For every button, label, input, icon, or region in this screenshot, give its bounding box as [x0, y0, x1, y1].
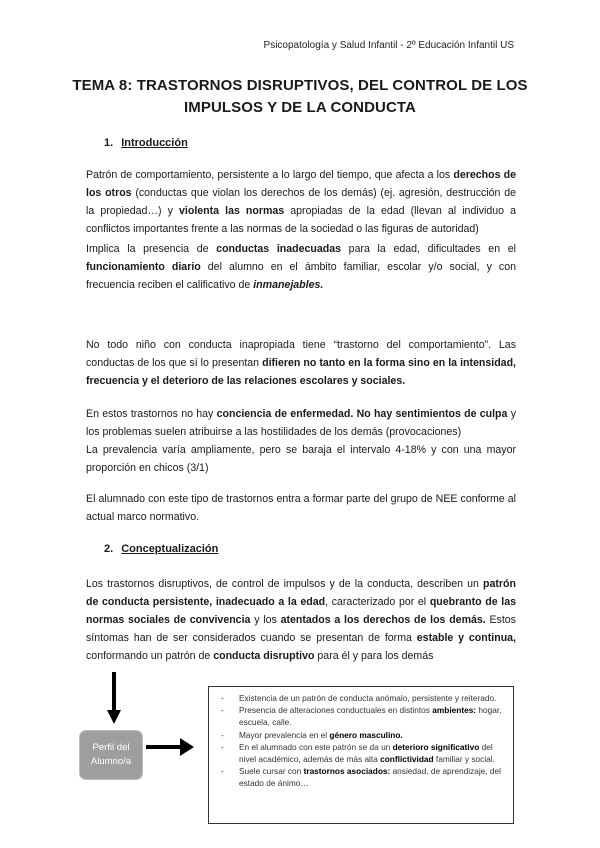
list-item: - Presencia de alteraciones conductuales en distintos ambientes: hogar, escuela, calle. — [217, 704, 507, 728]
list-item: - En el alumnado con este patrón se da un deterioro significativo del nivel académico, además de más alta conflictividad familiar y social. — [217, 741, 507, 765]
paragraph-2: Implica la presencia de conductas inadecuadas para la edad, dificultades en el funcionamiento diario del alumno en el ámbito familiar, escolar y/o social, y con frecuencia reciben el calificativo de inmanejables. — [86, 243, 516, 291]
page-title — [60, 75, 540, 119]
list-item: - Mayor prevalencia en el género masculino. — [217, 729, 507, 741]
profile-line-2: Alumno/a — [90, 756, 132, 767]
section-label: Introducción — [121, 137, 188, 149]
list-item: - Suele cursar con trastornos asociados: ansiedad, de aprendizaje, del estado de ánimo… — [217, 765, 507, 789]
title-line-1: TEMA 8: TRASTORNOS DISRUPTIVOS, DEL CONTROL DE LOS — [72, 77, 528, 94]
paragraph-5: El alumnado con este tipo de trastornos entra a formar parte del grupo de NEE conforme al actual marco normativo. — [86, 493, 516, 523]
student-profile-box — [79, 730, 143, 780]
list-item: - Existencia de un patrón de conducta anómalo, persistente y reiterado. — [217, 692, 507, 704]
profile-line-1: Perfil del — [92, 742, 130, 753]
section-heading-concept — [104, 543, 218, 555]
paragraph-3: No todo niño con conducta inapropiada tiene “trastorno del comportamiento”. Las conductas de los que sí lo presentan difieren no tanto en la forma sino en la intensidad, frecuencia y el deterioro de las relaciones escolares y sociales. — [86, 339, 516, 387]
page-header: Psicopatología y Salud Infantil - 2º Educación Infantil US — [263, 40, 514, 51]
paragraph-4: En estos trastornos no hay conciencia de enfermedad. No hay sentimientos de culpa y los problemas suelen atribuirse a las hostilidades de los demás (provocaciones) La prevalencia varía ampliamente, pero se baraja el intervalo 4-18% y con una mayor proporción en chicos (3/1) — [86, 408, 516, 474]
profile-characteristics-box — [208, 686, 514, 824]
down-arrow-icon — [107, 672, 121, 724]
section-heading-intro — [104, 137, 188, 149]
title-line-2: IMPULSOS Y DE LA CONDUCTA — [184, 99, 416, 116]
right-arrow-icon — [146, 738, 194, 756]
paragraph-1: Patrón de comportamiento, persistente a lo largo del tiempo, que afecta a los derechos de los otros (conductas que violan los derechos de los demás) (ej. agresión, destrucción de la propiedad…) y violenta las normas apropiadas de la edad (llevan al individuo a conflictos importantes frente a las normas de la sociedad o las figuras de autoridad) — [86, 169, 516, 235]
section-number: 2. — [104, 543, 114, 555]
section-label: Conceptualización — [121, 543, 219, 555]
paragraph-6: Los trastornos disruptivos, de control de impulsos y de la conducta, describen un patrón de conducta persistente, inadecuado a la edad, caracterizado por el quebranto de las normas sociales de convivencia y los atentados a los derechos de los demás. Estos síntomas han de ser considerados cuando se presentan de forma estable y continua, conformando un patrón de conducta disruptivo para él y para los demás — [86, 578, 516, 662]
section-number: 1. — [104, 137, 114, 149]
